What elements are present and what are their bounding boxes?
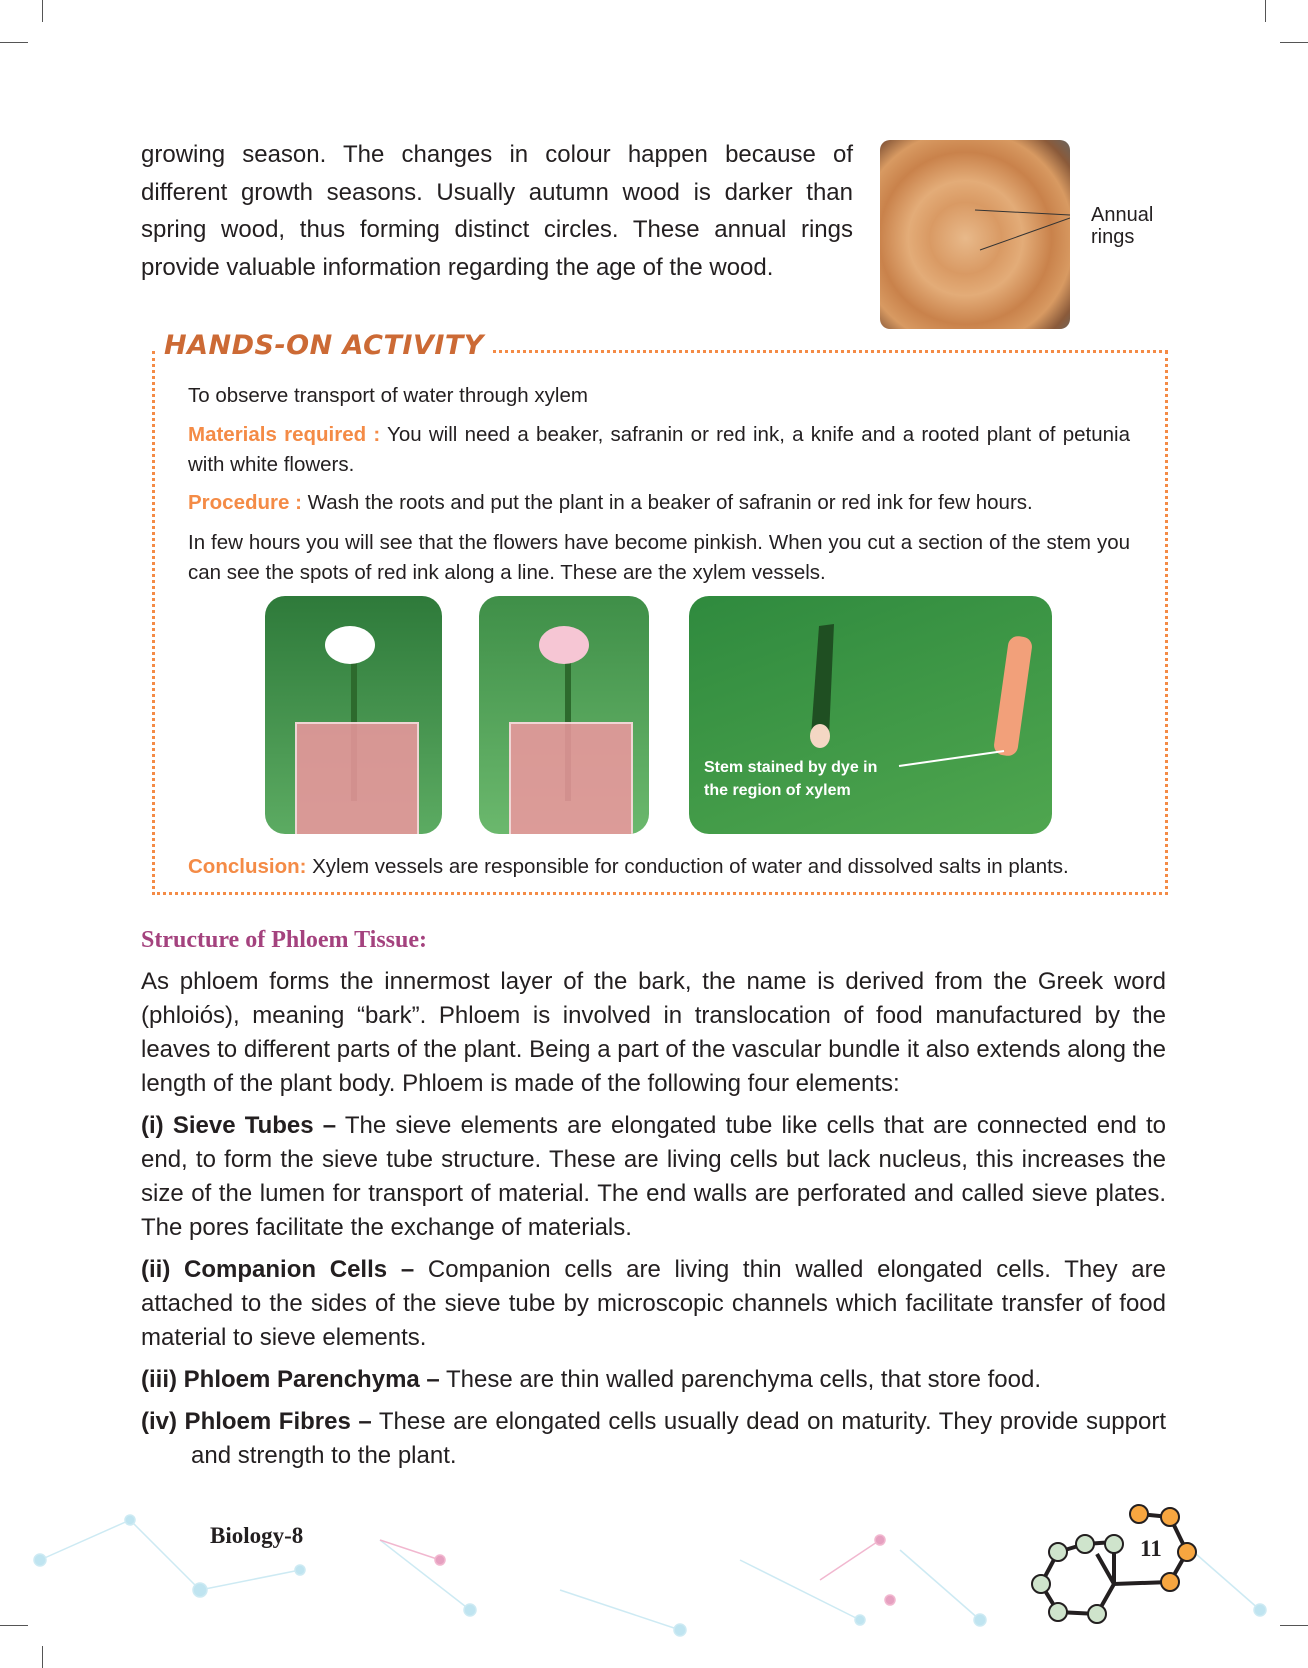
section-heading: Structure of Phloem Tissue: [141,927,427,953]
list-item [141,1253,1166,1355]
page-number: 11 [1140,1536,1162,1561]
label-line: Annual [1091,204,1154,226]
list-item [141,1405,1166,1473]
item-label: (ii) Companion Cells – [141,1256,415,1283]
item-label: (iii) Phloem Parenchyma – [141,1366,440,1393]
crop-mark [0,1625,28,1626]
label-line: rings [1091,226,1135,248]
phloem-intro: As phloem forms the innermost layer of the bark, the name is derived from the Greek word (phloiós), meaning “bark”. Phloem is involved in translocation of food manufactured by the leaves to different parts of the plant. Being a part of the vascular bundle it also extends along the length of the plant body. Phloem is made of the following four elements: [141,968,1166,1097]
crop-mark [1280,1625,1308,1626]
image-caption [704,756,877,802]
annual-rings-pointer-lines [880,140,1070,329]
crop-mark [1265,0,1266,22]
list-item [141,1109,1166,1245]
stained-stem-image [689,596,1052,834]
crop-mark [0,42,28,43]
plant-in-beaker-image [265,596,442,834]
phloem-body [141,965,1166,1481]
item-text: The sieve elements are elongated tube like cells that are connected end to end, to form the sieve tube structure. These are living cells but lack nucleus, this increases the size of the lumen for transport of material. The end walls are perforated and called sieve plates. The pores facilitate the exchange of materials. [141,1112,1167,1241]
activity-title: HANDS-ON ACTIVITY [164,330,490,361]
caption-line: Stem stained by dye in [704,759,878,776]
activity-conclusion [188,852,1130,882]
caption-line: the region of xylem [704,782,851,799]
beaker [295,722,419,834]
crop-mark [1280,42,1308,43]
conclusion-text: Xylem vessels are responsible for conduction of water and dissolved salts in plants. [306,855,1069,878]
item-label: (iv) Phloem Fibres – [141,1408,372,1435]
activity-materials [188,420,1130,480]
molecule-background-decoration [0,1500,1308,1668]
item-label: (i) Sieve Tubes – [141,1112,337,1139]
pink-flower-beaker-image [479,596,649,834]
crop-mark [42,0,43,22]
activity-observation: In few hours you will see that the flowers have become pinkish. When you cut a section of the stem you can see the spots of red ink along a line. These are the xylem vessels. [188,531,1130,584]
item-text: These are elongated cells usually dead on maturity. They provide support and strength to the plant. [191,1408,1166,1469]
list-item [141,1363,1166,1397]
procedure-text: Wash the roots and put the plant in a beaker of safranin or red ink for few hours. [301,491,1033,514]
book-title: Biology-8 [210,1523,304,1548]
pink-flower [539,626,589,664]
materials-text: You will need a beaker, safranin or red ink, a knife and a rooted plant of petunia with white flowers. [188,423,1130,476]
materials-label: Materials required : [188,423,381,446]
beaker [509,722,633,834]
annual-rings-label [1091,204,1153,248]
procedure-label: Procedure : [188,491,302,514]
activity-procedure [188,488,1130,518]
annual-rings-image [880,140,1070,329]
conclusion-label: Conclusion: [188,855,307,878]
activity-aim: To observe transport of water through xylem [188,384,588,407]
activity-top-border [450,350,1168,353]
white-flower [325,626,375,664]
item-text: These are thin walled parenchyma cells, that store food. [439,1366,1041,1393]
crop-mark [42,1646,43,1668]
intro-paragraph: growing season. The changes in colour happen because of different growth seasons. Usually autumn wood is darker than spring wood, thus forming distinct circles. These annual rings provide valuable information regarding the age of the wood. [141,141,853,281]
item-text: Companion cells are living thin walled elongated cells. They are attached to the sides of the sieve tube by microscopic channels which facilitate transfer of food material to sieve elements. [141,1256,1166,1351]
